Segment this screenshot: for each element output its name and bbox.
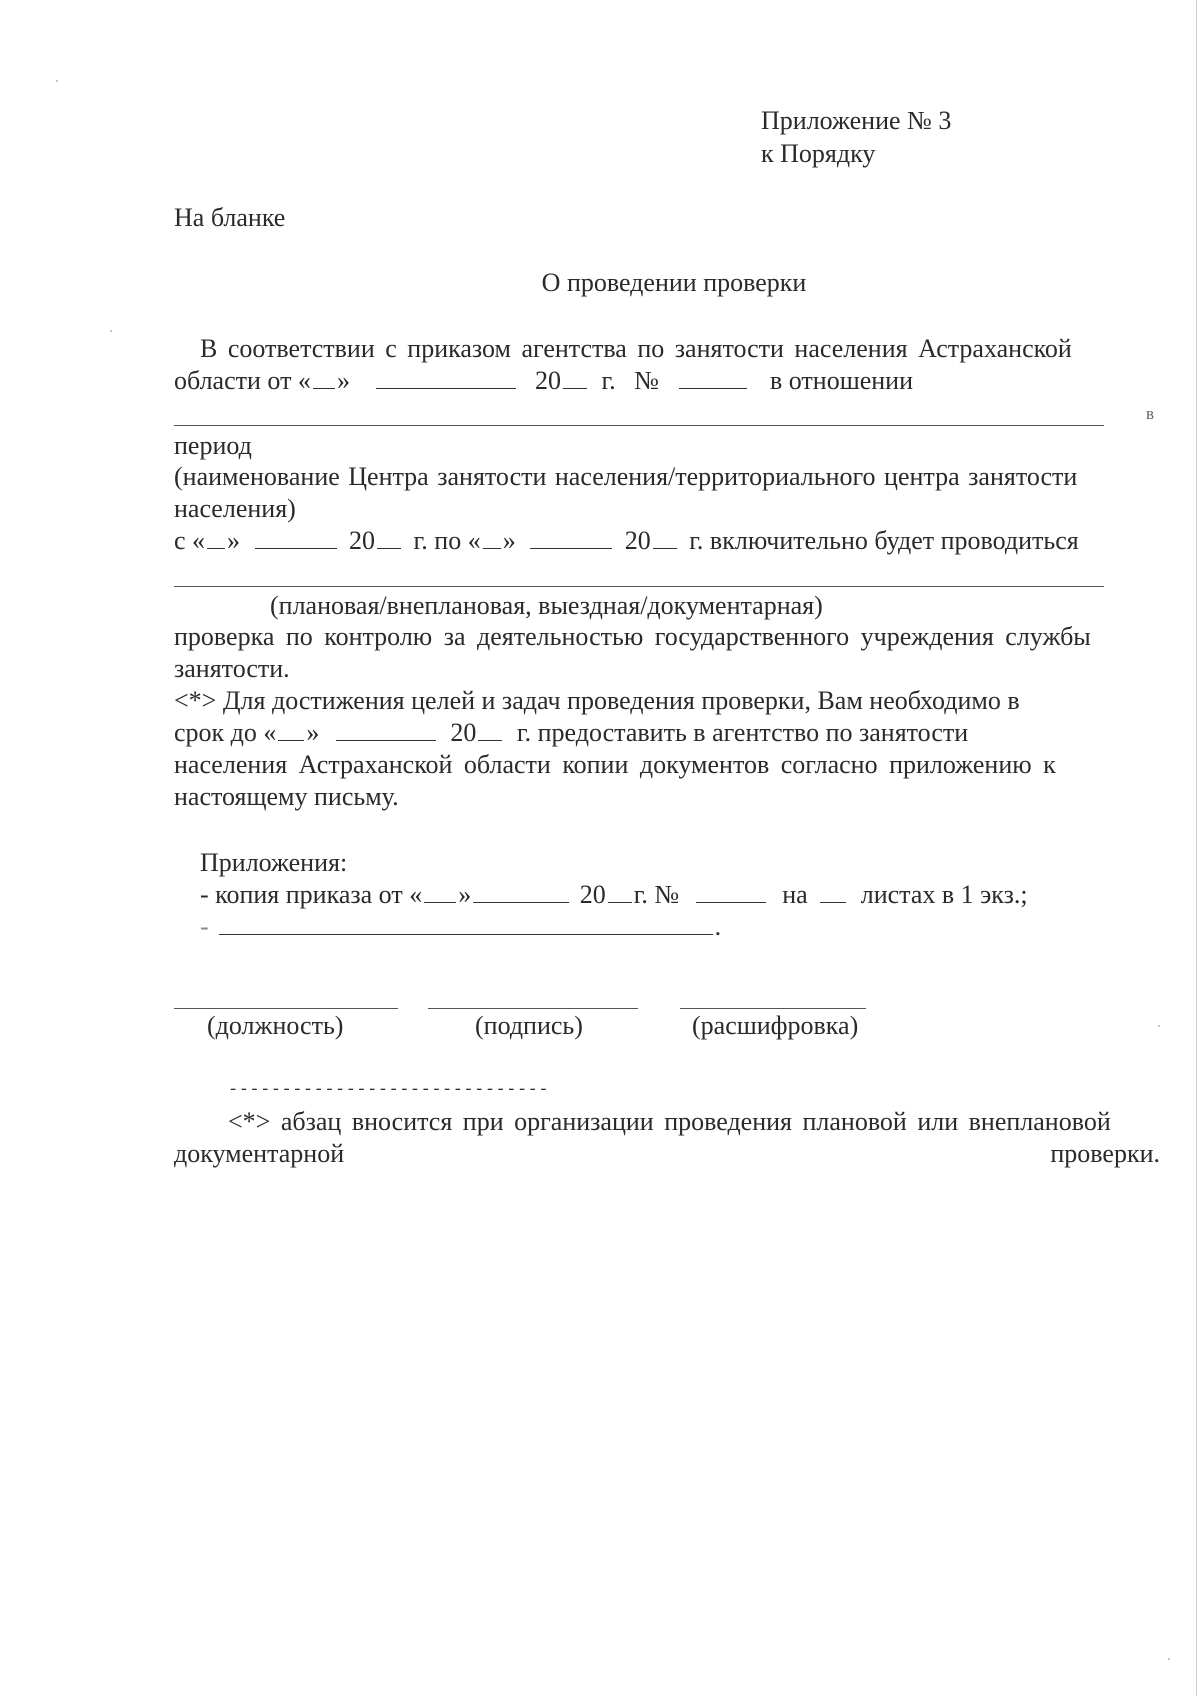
attachment-number-label: г. № <box>633 880 680 909</box>
attachment-order-label: - копия приказа от « <box>200 880 423 909</box>
para1-line1-text: В соответствии с приказом агентства по занятости населения Астраханской <box>200 334 1072 363</box>
attachment-item-1 <box>200 879 1028 911</box>
para1-line4: период <box>174 431 252 460</box>
position-line[interactable] <box>174 1008 398 1009</box>
deadline-open: срок до « <box>174 718 277 747</box>
order-year-blank[interactable] <box>563 387 587 389</box>
signature-caption: (подпись) <box>475 1011 583 1040</box>
footnote-line1 <box>228 1106 1160 1138</box>
period-to-year-blank[interactable] <box>653 547 677 549</box>
attachment-item-2-dash: - <box>200 912 209 941</box>
attachment-item-2 <box>200 911 721 943</box>
decode-caption: (расшифровка) <box>692 1011 859 1040</box>
period-from-month-blank[interactable] <box>255 547 337 549</box>
deadline-close: » <box>306 718 320 747</box>
footnote-line2-left: документарной <box>174 1139 345 1168</box>
footnote-line2-right: проверки. <box>1050 1139 1160 1168</box>
attachment-copies-label: листах в 1 экз.; <box>860 880 1028 909</box>
period-to-open: г. по « <box>413 526 481 555</box>
para1-line7 <box>174 525 1079 557</box>
deadline-year-prefix: 20 <box>450 718 477 747</box>
attachment-date-close: » <box>458 880 472 909</box>
attachment-year-blank[interactable] <box>608 901 632 903</box>
period-to-close: » <box>502 526 516 555</box>
para1-line1 <box>200 333 1160 365</box>
inspection-type-line[interactable] <box>174 586 1104 587</box>
para1-line2 <box>174 365 913 397</box>
order-date-open: области от « <box>174 366 311 395</box>
scan-speck <box>56 80 58 82</box>
blank-note: На бланке <box>174 203 286 232</box>
para1-line5 <box>174 461 1160 493</box>
attachment-item-2-blank[interactable] <box>219 933 713 935</box>
para1-line9 <box>174 621 1160 653</box>
attachment-month-blank[interactable] <box>473 901 569 903</box>
para2-line2 <box>174 717 968 749</box>
period-to-day-blank[interactable] <box>483 547 501 549</box>
attachment-item-2-period: . <box>714 912 722 941</box>
period-from-open: с « <box>174 526 206 555</box>
attachments-heading: Приложения: <box>200 848 348 877</box>
scan-speck <box>1158 1025 1160 1027</box>
period-from-year-prefix: 20 <box>349 526 376 555</box>
period-from-close: » <box>227 526 241 555</box>
position-caption: (должность) <box>207 1011 344 1040</box>
attachment-number-blank[interactable] <box>696 901 766 903</box>
appendix-number: Приложение № 3 <box>761 106 952 135</box>
para1-line9-text: проверка по контролю за деятельностью государственного учреждения службы <box>174 622 1091 651</box>
order-month-blank[interactable] <box>376 387 516 389</box>
deadline-day-blank[interactable] <box>278 739 304 741</box>
deadline-text: г. предоставить в агентство по занятости <box>516 718 969 747</box>
document-title: О проведении проверки <box>541 268 807 297</box>
attachment-pages-label: на <box>782 880 808 909</box>
attachment-pages-blank[interactable] <box>820 901 846 903</box>
footnote-line1-text: <*> абзац вносится при организации проведения плановой или внеплановой <box>228 1107 1111 1136</box>
center-name-line[interactable] <box>174 425 1104 426</box>
attachment-day-blank[interactable] <box>424 901 456 903</box>
deadline-month-blank[interactable] <box>336 739 436 741</box>
period-to-year-prefix: 20 <box>624 526 651 555</box>
period-from-day-blank[interactable] <box>207 547 225 549</box>
scan-edge <box>1196 0 1197 1696</box>
para2-line4: настоящему письму. <box>174 782 399 811</box>
footnote-separator: ------------------------------ <box>228 1081 550 1100</box>
center-name-hint: (наименование Центра занятости населения/территориального центра занятости <box>174 462 1078 491</box>
order-year-prefix: 20 <box>534 366 561 395</box>
period-to-month-blank[interactable] <box>530 547 612 549</box>
order-number-blank[interactable] <box>679 387 747 389</box>
appendix-reference: к Порядку <box>761 139 876 168</box>
scan-speck <box>1168 1658 1170 1660</box>
attachment-year-prefix: 20 <box>579 880 606 909</box>
signature-line[interactable] <box>428 1008 638 1009</box>
para2-line3 <box>174 749 1160 781</box>
para2-line3-text: населения Астраханской области копии документов согласно приложению к <box>174 750 1056 779</box>
para1-line6: населения) <box>174 494 296 523</box>
decode-line[interactable] <box>680 1008 866 1009</box>
order-number-label: г. № <box>601 366 659 395</box>
period-from-year-blank[interactable] <box>377 547 401 549</box>
inspection-type-hint: (плановая/внеплановая, выездная/документарная) <box>270 591 823 620</box>
deadline-year-blank[interactable] <box>478 739 502 741</box>
para2-line1: <*> Для достижения целей и задач проведения проверки, Вам необходимо в <box>174 686 1020 715</box>
in-relation-label: в отношении <box>769 366 913 395</box>
para1-line10: занятости. <box>174 654 290 683</box>
para1-line3-tail: в <box>1146 404 1155 423</box>
order-day-blank[interactable] <box>313 387 335 389</box>
scan-speck <box>110 330 112 332</box>
footnote-line2 <box>174 1138 1160 1170</box>
order-date-close: » <box>336 366 350 395</box>
will-be-conducted-label: г. включительно будет проводиться <box>689 526 1079 555</box>
